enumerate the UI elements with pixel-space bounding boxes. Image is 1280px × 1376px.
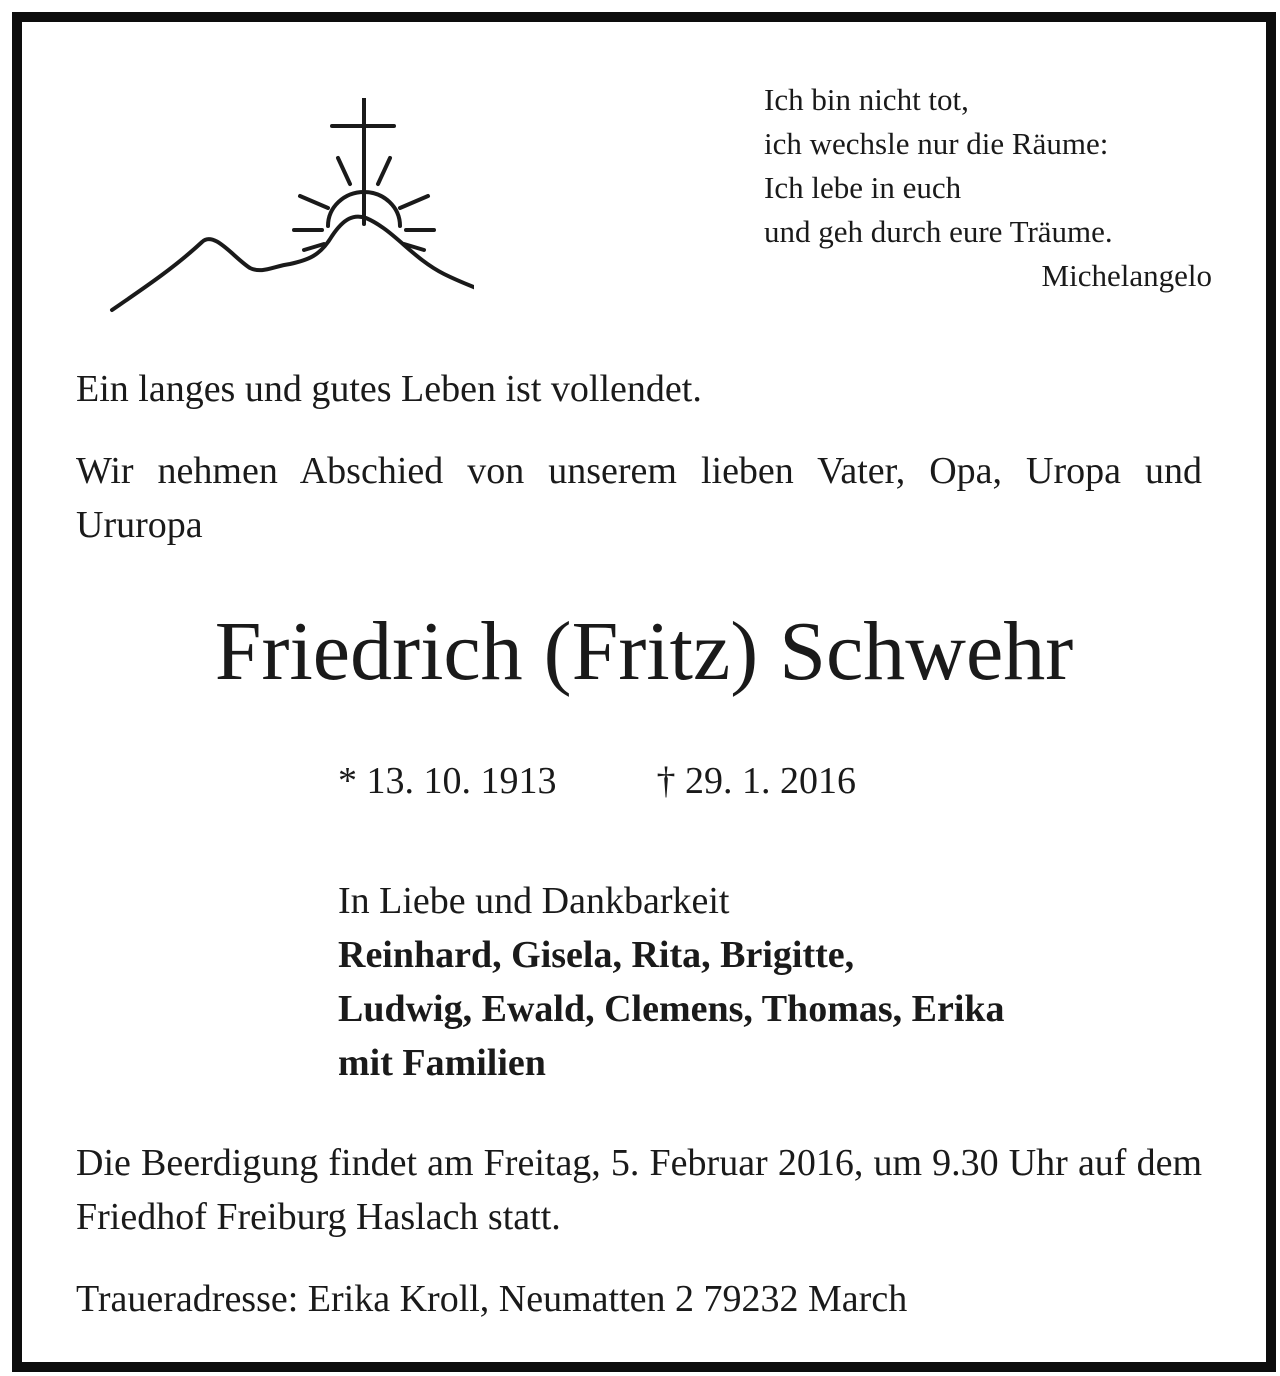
life-dates [338, 754, 856, 808]
cross-on-mountain-with-sunrise-icon [94, 98, 474, 322]
survivors-names-line: Ludwig, Ewald, Clemens, Thomas, Erika [338, 988, 1005, 1030]
poem-line: Ich bin nicht tot, [764, 82, 969, 117]
survivors-intro: In Liebe und Dankbarkeit [338, 880, 730, 922]
birth-date: * 13. 10. 1913 [338, 760, 557, 802]
farewell-text: Wir nehmen Abschied von unserem lieben Vater, Opa, Uropa und Ururopa [76, 450, 1202, 546]
lead-sentence: Ein langes und gutes Leben ist vollendet. [76, 368, 702, 410]
survivors-names-line: mit Familien [338, 1042, 546, 1084]
death-date: † 29. 1. 2016 [656, 760, 856, 802]
poem-line: Ich lebe in euch [764, 170, 962, 205]
poem-line: und geh durch eure Träume. [764, 214, 1113, 249]
funeral-info: Die Beerdigung findet am Freitag, 5. Februar 2016, um 9.30 Uhr auf dem Friedhof Freiburg Haslach statt. [76, 1142, 1202, 1238]
mourning-address: Traueradresse: Erika Kroll, Neumatten 2 79232 March [76, 1278, 908, 1320]
survivors-block [338, 874, 1218, 1090]
deceased-name: Friedrich (Fritz) Schwehr [214, 605, 1074, 698]
poem-author: Michelangelo [1041, 258, 1212, 293]
survivors-names-line: Reinhard, Gisela, Rita, Brigitte, [338, 934, 855, 976]
poem [764, 78, 1212, 298]
poem-line: ich wechsle nur die Räume: [764, 126, 1109, 161]
obituary-notice [12, 12, 1276, 1372]
